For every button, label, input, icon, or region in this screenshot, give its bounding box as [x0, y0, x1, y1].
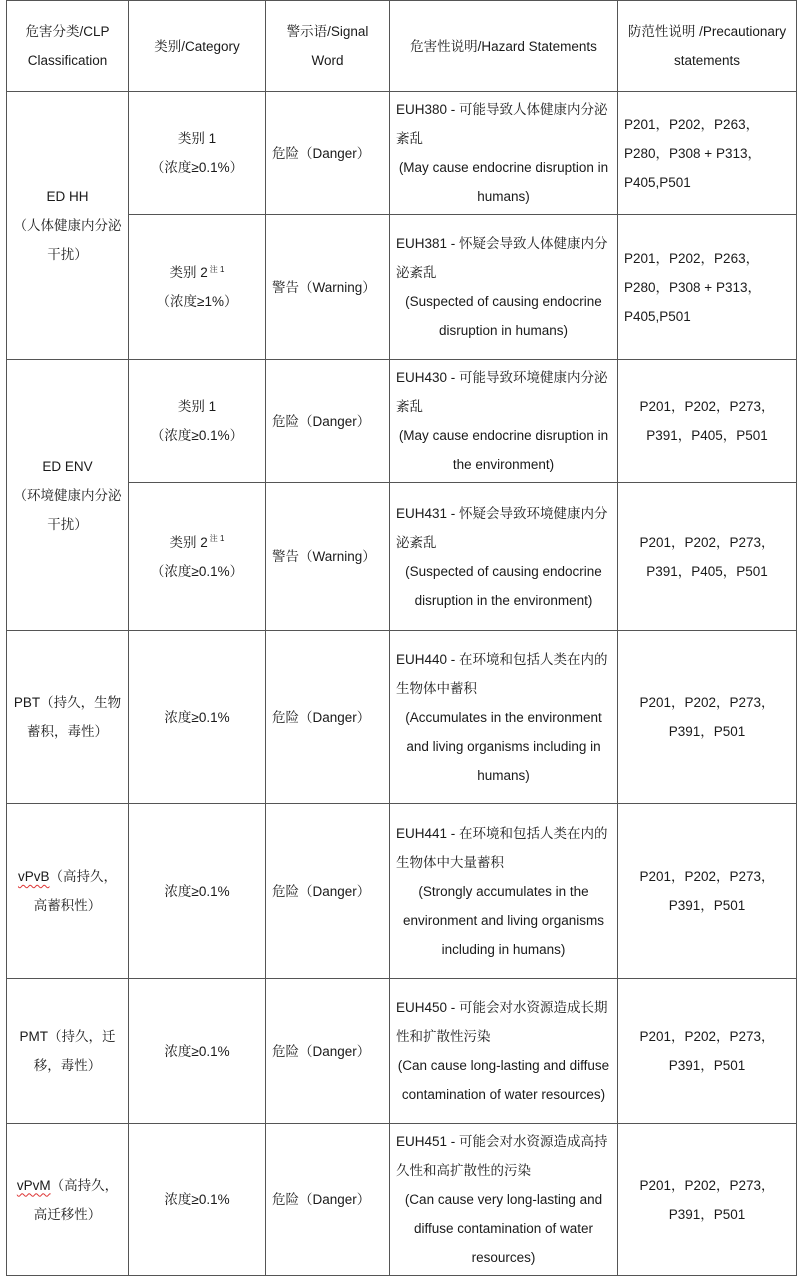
hazard-code: EUH381 - 怀疑会导致人体健康内分泌紊乱: [396, 236, 608, 280]
classification-name: ED ENV: [42, 458, 93, 474]
hazard-code: EUH451 - 可能会对水资源造成高持久性和高扩散性的污染: [396, 1134, 608, 1178]
table-row: [7, 1124, 797, 1276]
classification-desc: （持久，迁移，毒性）: [33, 1029, 116, 1073]
concentration-label: （浓度≥0.1%）: [150, 428, 244, 443]
signal-word-cell: 危险（Danger）: [266, 979, 390, 1124]
hazard-statement-cell: [390, 631, 618, 804]
hazard-code: EUH380 - 可能导致人体健康内分泌紊乱: [396, 102, 608, 146]
classification-cell: [7, 804, 129, 979]
table-row: [7, 92, 797, 215]
classification-cell: [7, 979, 129, 1124]
hazard-english: (Strongly accumulates in the environment and living organisms including in humans): [402, 883, 605, 957]
precaution-cell: P201，P202，P273，P391，P405，P501: [618, 483, 797, 631]
hazard-english: (Can cause long-lasting and diffuse contamination of water resources): [397, 1058, 610, 1102]
classification-cell: [7, 1124, 129, 1276]
table-row: [7, 979, 797, 1124]
hazard-statement-cell: [390, 1124, 618, 1276]
signal-word-cell: 危险（Danger）: [266, 631, 390, 804]
concentration-label: （浓度≥0.1%）: [150, 563, 244, 579]
hazard-classification-table: [6, 0, 797, 1276]
category-cell: 浓度≥0.1%: [129, 1124, 266, 1276]
signal-word-cell: 警告（Warning）: [266, 483, 390, 631]
hazard-statement-cell: [390, 92, 618, 215]
hazard-statement-cell: [390, 215, 618, 360]
concentration-label: （浓度≥1%）: [156, 294, 238, 309]
hazard-statement-cell: [390, 483, 618, 631]
table-row: [7, 360, 797, 483]
hazard-english: (Suspected of causing endocrine disruption in the environment): [405, 563, 602, 608]
precaution-cell: P201，P202，P263，P280，P308 + P313，P405,P501: [618, 92, 797, 215]
concentration-label: （浓度≥0.1%）: [150, 160, 244, 175]
classification-cell: [7, 631, 129, 804]
precaution-cell: P201，P202，P273，P391，P501: [618, 804, 797, 979]
header-precautionary-statements: 防范性说明 /Precautionary statements: [618, 1, 797, 92]
classification-name: ED HH: [46, 189, 89, 204]
precaution-cell: P201，P202，P263，P280，P308 + P313，P405,P501: [618, 215, 797, 360]
category-cell: [129, 360, 266, 483]
classification-desc: （环境健康内分泌干扰）: [13, 487, 122, 532]
classification-desc: （人体健康内分泌干扰）: [13, 218, 122, 262]
hazard-english: (Suspected of causing endocrine disruption in humans): [405, 294, 602, 338]
header-category: 类别/Category: [129, 1, 266, 92]
classification-desc: （高持久，高蓄积性）: [33, 869, 117, 913]
precaution-cell: P201，P202，P273，P391，P501: [618, 1124, 797, 1276]
category-label: 类别 2: [169, 534, 208, 550]
classification-name: vPvM: [16, 1177, 51, 1193]
category-label: 类别 1: [177, 399, 217, 414]
signal-word-cell: 危险（Danger）: [266, 1124, 390, 1276]
hazard-code: EUH430 - 可能导致环境健康内分泌紊乱: [396, 370, 608, 414]
hazard-statement-cell: [390, 804, 618, 979]
category-cell: 浓度≥0.1%: [129, 631, 266, 804]
hazard-code: EUH441 - 在环境和包括人类在内的生物体中大量蓄积: [396, 825, 608, 870]
classification-name: vPvB: [17, 869, 50, 884]
header-row: [7, 1, 797, 92]
classification-name: PBT: [13, 695, 41, 710]
hazard-english: (May cause endocrine disruption in humans): [398, 160, 609, 204]
hazard-english: (May cause endocrine disruption in the environment): [398, 428, 609, 472]
category-cell: [129, 483, 266, 631]
hazard-statement-cell: [390, 360, 618, 483]
header-classification: 危害分类/CLP Classification: [7, 1, 129, 92]
category-label: 类别 2: [169, 265, 208, 280]
signal-word-cell: 危险（Danger）: [266, 92, 390, 215]
header-signal-word: 警示语/Signal Word: [266, 1, 390, 92]
precaution-cell: P201，P202，P273，P391，P501: [618, 631, 797, 804]
hazard-english: (Can cause very long-lasting and diffuse contamination of water resources): [404, 1192, 603, 1265]
signal-word-cell: 危险（Danger）: [266, 804, 390, 979]
hazard-english: (Accumulates in the environment and living organisms including in humans): [405, 709, 602, 783]
classification-cell: [7, 360, 129, 631]
table-row: [7, 631, 797, 804]
category-cell: [129, 92, 266, 215]
hazard-code: EUH431 - 怀疑会导致环境健康内分泌紊乱: [396, 505, 608, 550]
classification-desc: （持久，生物蓄积，毒性）: [27, 695, 122, 739]
footnote-mark: 注 1: [209, 264, 225, 274]
table-row: [7, 804, 797, 979]
precaution-cell: P201，P202，P273，P391，P405，P501: [618, 360, 797, 483]
category-cell: 浓度≥0.1%: [129, 804, 266, 979]
hazard-statement-cell: [390, 979, 618, 1124]
signal-word-cell: 警告（Warning）: [266, 215, 390, 360]
hazard-code: EUH440 - 在环境和包括人类在内的生物体中蓄积: [396, 651, 608, 696]
category-cell: [129, 215, 266, 360]
category-cell: 浓度≥0.1%: [129, 979, 266, 1124]
hazard-code: EUH450 - 可能会对水资源造成长期性和扩散性污染: [396, 1000, 608, 1044]
classification-desc: （高持久，高迁移性）: [33, 1177, 119, 1222]
classification-name: PMT: [19, 1029, 48, 1044]
signal-word-cell: 危险（Danger）: [266, 360, 390, 483]
precaution-cell: P201，P202，P273，P391，P501: [618, 979, 797, 1124]
footnote-mark: 注 1: [209, 534, 225, 543]
header-hazard-statements: 危害性说明/Hazard Statements: [390, 1, 618, 92]
classification-cell: [7, 92, 129, 360]
category-label: 类别 1: [177, 131, 217, 146]
